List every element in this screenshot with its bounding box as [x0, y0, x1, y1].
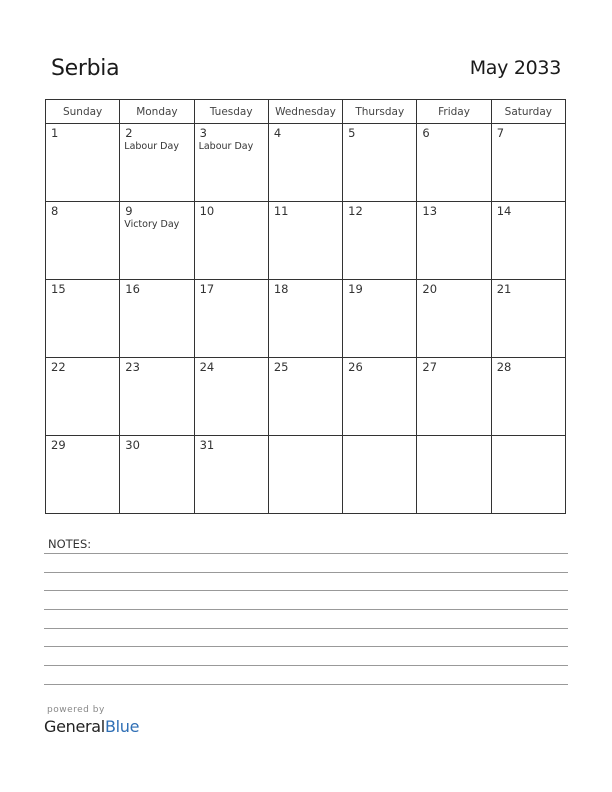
day-number: 13 — [422, 204, 438, 218]
weekday-header: Saturday — [491, 100, 565, 124]
day-number: 14 — [496, 204, 512, 218]
day-number: 25 — [273, 360, 289, 374]
day-number: 29 — [51, 438, 66, 452]
day-cell — [491, 280, 565, 358]
day-cell — [491, 436, 565, 514]
day-cell — [120, 124, 194, 202]
day-cell — [417, 436, 491, 514]
weekday-header: Friday — [417, 100, 491, 124]
logo-blue-text: Blue — [104, 717, 140, 736]
day-cell — [46, 124, 120, 202]
week-row — [46, 280, 566, 358]
generalblue-logo — [44, 717, 139, 736]
day-number: 3 — [199, 126, 207, 140]
note-line — [44, 553, 568, 554]
weekday-header: Monday — [120, 100, 194, 124]
day-number: 8 — [51, 204, 59, 218]
weekday-header: Sunday — [46, 100, 120, 124]
day-cell — [343, 358, 417, 436]
day-cell — [343, 202, 417, 280]
day-number: 5 — [348, 126, 356, 140]
note-line — [44, 646, 568, 647]
day-cell — [120, 202, 194, 280]
day-number: 2 — [125, 126, 133, 140]
day-number: 16 — [125, 282, 140, 296]
day-number: 19 — [348, 282, 363, 296]
day-cell — [417, 358, 491, 436]
day-number: 27 — [422, 360, 438, 374]
day-cell — [268, 202, 342, 280]
day-cell — [491, 124, 565, 202]
day-cell — [194, 280, 268, 358]
day-number: 24 — [199, 360, 215, 374]
note-line — [44, 572, 568, 573]
day-number: 31 — [199, 438, 215, 452]
day-cell — [343, 280, 417, 358]
day-number: 15 — [51, 282, 66, 296]
day-number: 4 — [273, 126, 282, 140]
week-row — [46, 358, 566, 436]
day-number: 30 — [125, 438, 140, 452]
week-row — [46, 202, 566, 280]
day-number: 21 — [496, 282, 512, 296]
day-cell — [46, 436, 120, 514]
day-cell — [120, 358, 194, 436]
note-line — [44, 590, 568, 591]
country-title: Serbia — [51, 56, 120, 81]
weekday-header: Tuesday — [194, 100, 268, 124]
day-cell — [417, 202, 491, 280]
month-title: May 2033 — [469, 57, 561, 79]
notes-label: NOTES: — [48, 537, 92, 551]
day-cell — [268, 124, 342, 202]
day-cell — [120, 280, 194, 358]
weekday-header: Thursday — [343, 100, 417, 124]
day-number: 7 — [496, 126, 505, 140]
day-cell — [46, 358, 120, 436]
day-cell — [417, 280, 491, 358]
holiday-label: Labour Day — [198, 141, 254, 152]
logo-general-text: General — [44, 717, 105, 736]
weekday-header-row — [46, 100, 566, 124]
day-cell — [343, 436, 417, 514]
day-number: 28 — [496, 360, 512, 374]
day-number: 6 — [422, 126, 430, 140]
day-number: 23 — [125, 360, 140, 374]
day-cell — [268, 436, 342, 514]
day-cell — [417, 124, 491, 202]
week-row — [46, 436, 566, 514]
note-line — [44, 609, 568, 610]
week-row — [46, 124, 566, 202]
day-number: 1 — [51, 126, 59, 140]
day-number: 20 — [422, 282, 438, 296]
day-number: 12 — [348, 204, 363, 218]
day-cell — [194, 358, 268, 436]
holiday-label: Labour Day — [124, 141, 179, 152]
day-number: 22 — [51, 360, 66, 374]
day-number: 11 — [273, 204, 289, 218]
note-line — [44, 665, 568, 666]
day-cell — [194, 202, 268, 280]
day-number: 26 — [348, 360, 363, 374]
holiday-label: Victory Day — [124, 219, 180, 230]
powered-by-label: powered by — [47, 705, 105, 715]
day-cell — [46, 202, 120, 280]
day-number: 10 — [199, 204, 215, 218]
note-line — [44, 684, 568, 685]
day-cell — [268, 280, 342, 358]
day-cell — [343, 124, 417, 202]
weekday-header: Wednesday — [268, 100, 342, 124]
day-cell — [268, 358, 342, 436]
day-cell — [491, 358, 565, 436]
day-cell — [46, 280, 120, 358]
day-number: 17 — [199, 282, 215, 296]
day-cell — [194, 124, 268, 202]
day-number: 18 — [273, 282, 289, 296]
day-cell — [120, 436, 194, 514]
day-cell — [194, 436, 268, 514]
note-line — [44, 628, 568, 629]
day-number: 9 — [125, 204, 133, 218]
calendar-grid — [45, 99, 566, 514]
day-cell — [491, 202, 565, 280]
